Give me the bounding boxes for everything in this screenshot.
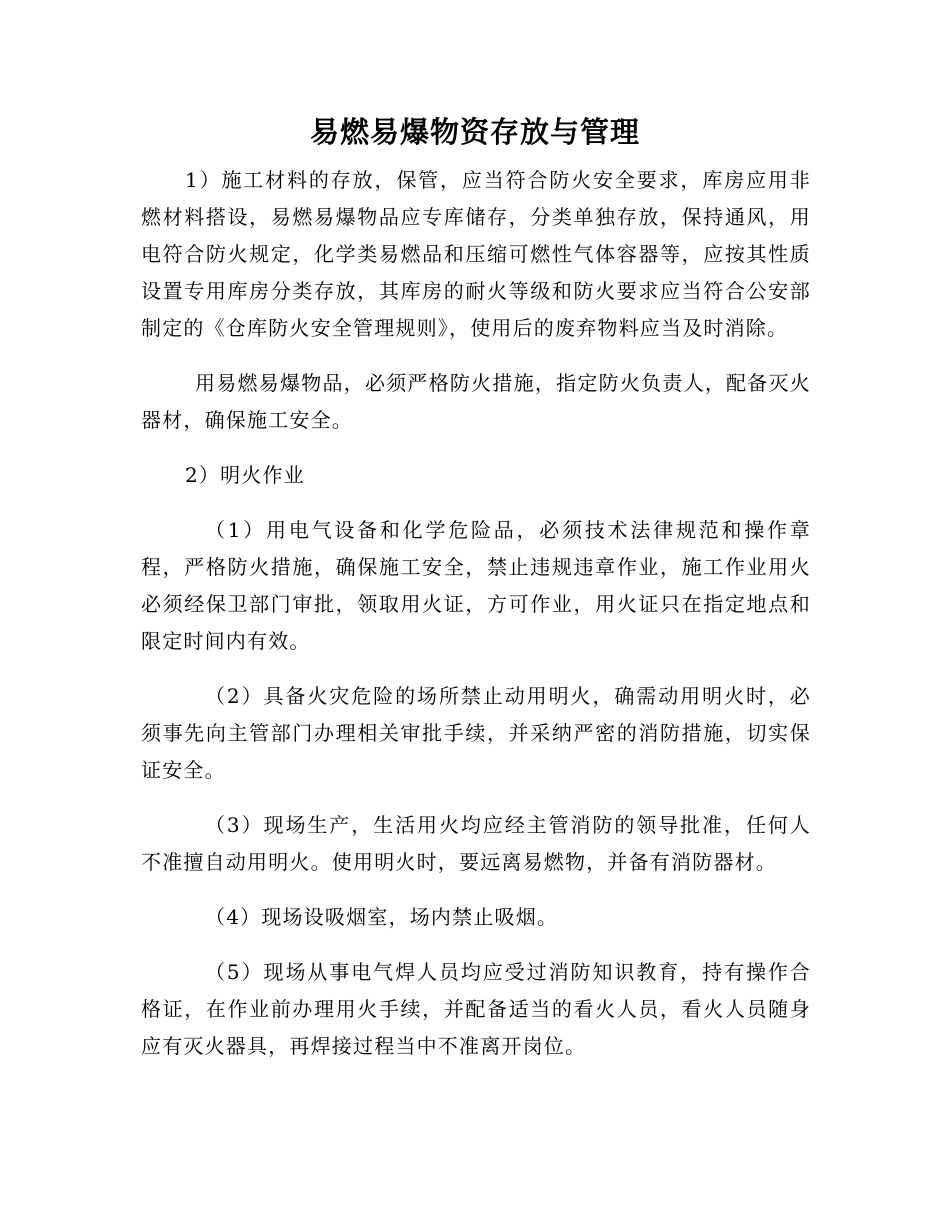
document-title: 易燃易爆物资存放与管理 xyxy=(309,115,640,149)
paragraph-item-3: （3）现场生产，生活用火均应经主管消防的领导批准，任何人不准擅自动用明火。使用明火时，要远离易燃物，并备有消防器材。 xyxy=(141,813,811,874)
paragraph-item-4: （4）现场设吸烟室，场内禁止吸烟。 xyxy=(205,905,559,929)
paragraph-fire-measures: 用易燃易爆物品，必须严格防火措施，指定防火负责人，配备灭火器材，确保施工安全。 xyxy=(141,371,811,432)
document-body xyxy=(141,162,811,1083)
paragraph-item-2: （2）具备火灾危险的场所禁止动用明火，确需动用明火时，必须事先向主管部门办理相关审批手续，并采纳严密的消防措施，切实保证安全。 xyxy=(141,684,811,782)
paragraph-item-1: （1）用电气设备和化学危险品，必须技术法律规范和操作章程，严格防火措施，确保施工安全，禁止违规违章作业，施工作业用火必须经保卫部门审批，领取用火证，方可作业，用火证只在指定地点和限定时间内有效。 xyxy=(141,518,811,653)
section-heading-open-flame: 2）明火作业 xyxy=(185,463,305,487)
paragraph-storage-rules: 1）施工材料的存放，保管，应当符合防火安全要求，库房应用非燃材料搭设，易燃易爆物品应专库储存，分类单独存放，保持通风，用电符合防火规定，化学类易燃品和压缩可燃性气体容器等，应按其性质设置专用库房分类存放，其库房的耐火等级和防火要求应当符合公安部制定的《仓库防火安全管理规则》，使用后的废弃物料应当及时消除。 xyxy=(141,168,811,340)
paragraph-item-5: （5）现场从事电气焊人员均应受过消防知识教育，持有操作合格证，在作业前办理用火手续，并配备适当的看火人员，看火人员随身应有灭火器具，再焊接过程当中不准离开岗位。 xyxy=(141,960,811,1058)
